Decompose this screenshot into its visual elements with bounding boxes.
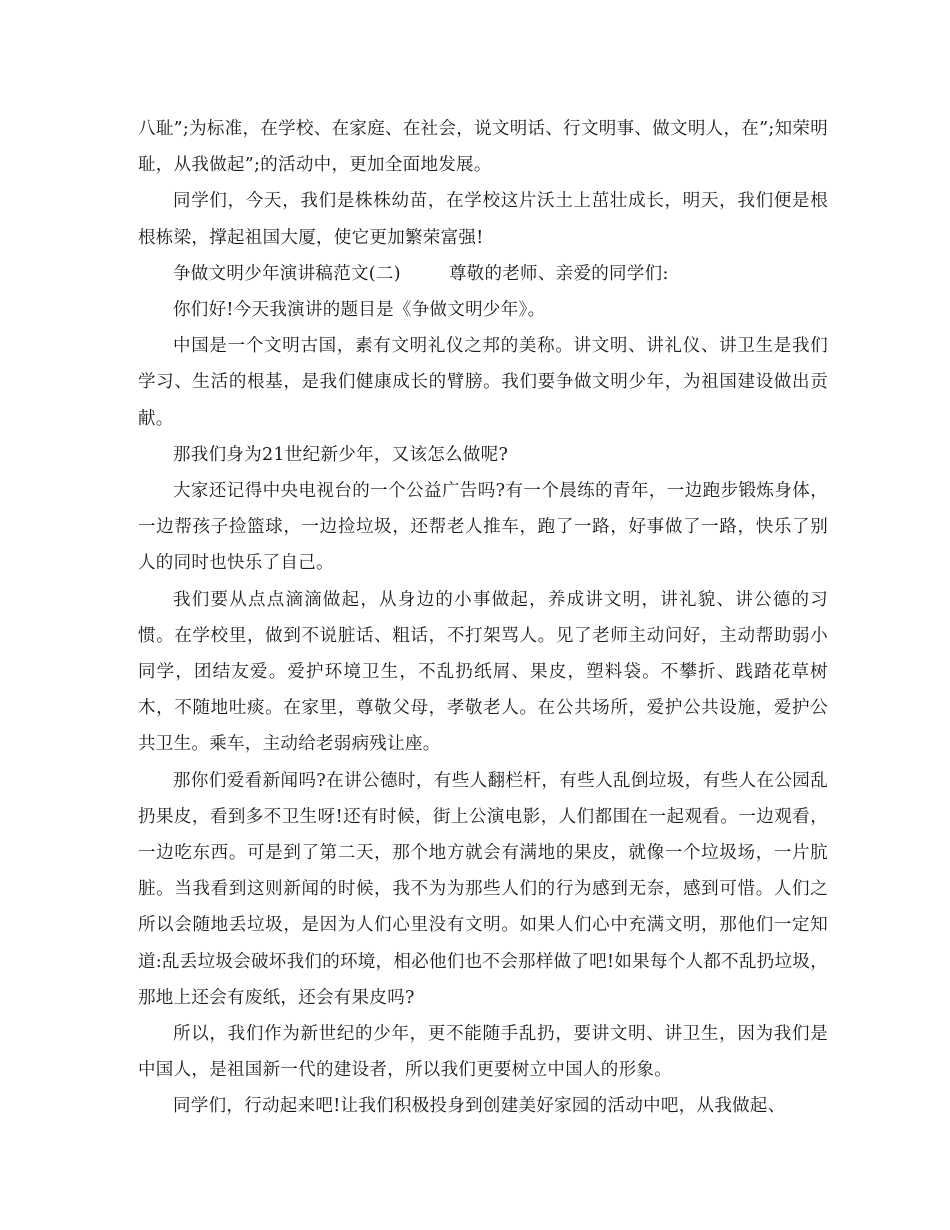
paragraph: 同学们，今天，我们是株株幼苗，在学校这片沃土上茁壮成长，明天，我们便是根根栋梁，撑起祖国大厦，使它更加繁荣富强! (138, 191, 828, 248)
section-title: 争做文明少年演讲稿范文(二) (173, 263, 401, 284)
paragraph: 我们要从点点滴滴做起，从身边的小事做起，养成讲文明，讲礼貌、讲公德的习惯。在学校里，做到不说脏话、粗话，不打架骂人。见了老师主动问好，主动帮助弱小同学，团结友爱。爱护环境卫生，不乱扔纸屑、果皮，塑料袋。不攀折、践踏花草树木，不随地吐痰。在家里，尊敬父母，孝敬老人。在公共场所，爱护公共设施，爱护公共卫生。乘车，主动给老弱病残让座。 (138, 589, 828, 755)
paragraph: 那你们爱看新闻吗?在讲公德时，有些人翻栏杆，有些人乱倒垃圾，有些人在公园乱扔果皮，看到多不卫生呀!还有时候，街上公演电影，人们都围在一起观看。一边观看，一边吃东西。可是到了第二天，那个地方就会有满地的果皮，就像一个垃圾场，一片肮脏。当我看到这则新闻的时候，我不为为那些人们的行为感到无奈，感到可惜。人们之所以会随地丢垃圾，是因为人们心里没有文明。如果人们心中充满文明，那他们一定知道:乱丢垃圾会破坏我们的环境，相必他们也不会那样做了吧!如果每个人都不乱扔垃圾，那地上还会有废纸，还会有果皮吗? (138, 770, 828, 1008)
paragraph: 你们好!今天我演讲的题目是《争做文明少年》。 (173, 300, 546, 321)
salutation: 尊敬的老师、亲爱的同学们: (448, 263, 669, 284)
document-body (138, 111, 828, 1125)
paragraph: 所以，我们作为新世纪的少年，更不能随手乱扔，要讲文明、讲卫生，因为我们是中国人，是祖国新一代的建设者，所以我们更要树立中国人的形象。 (138, 1024, 828, 1081)
paragraph: 中国是一个文明古国，素有文明礼仪之邦的美称。讲文明、讲礼仪、讲卫生是我们学习、生活的根基，是我们健康成长的臂膀。我们要争做文明少年，为祖国建设做出贡献。 (138, 336, 828, 429)
paragraph: 那我们身为21世纪新少年，又该怎么做呢? (173, 444, 509, 465)
paragraph: 大家还记得中央电视台的一个公益广告吗?有一个晨练的青年，一边跑步锻炼身体，一边帮孩子捡篮球，一边捡垃圾，还帮老人推车，跑了一路，好事做了一路，快乐了别人的同时也快乐了自己。 (138, 481, 828, 574)
paragraph: 八耻”;为标准，在学校、在家庭、在社会，说文明话、行文明事、做文明人，在”;知荣明耻，从我做起”;的活动中，更加全面地发展。 (138, 119, 828, 176)
paragraph (138, 256, 828, 292)
paragraph: 同学们，行动起来吧!让我们积极投身到创建美好家园的活动中吧，从我做起、 (173, 1096, 786, 1117)
